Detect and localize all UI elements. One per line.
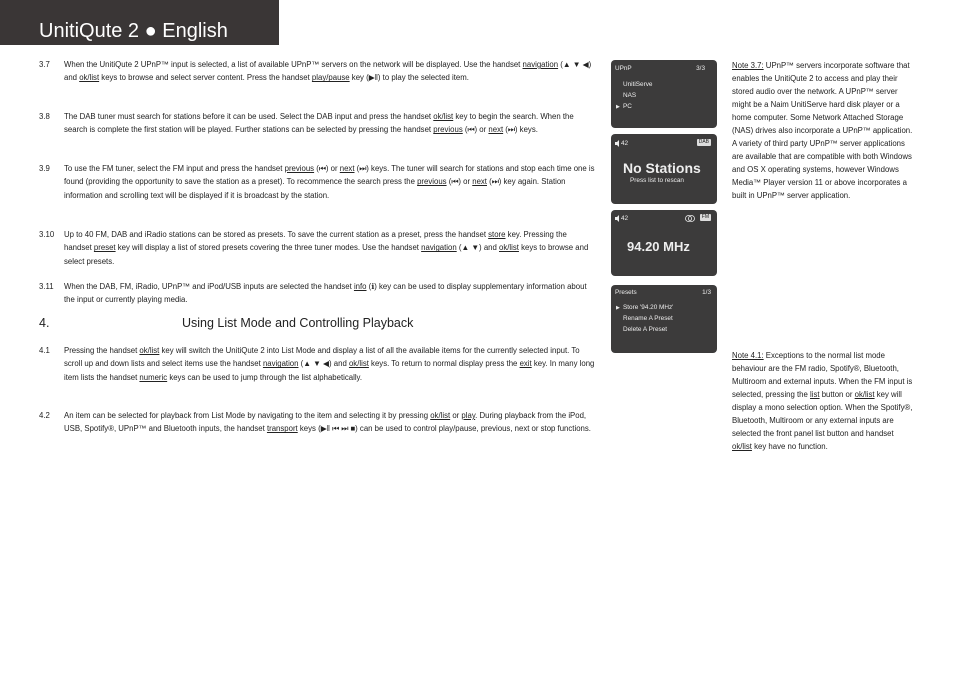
paragraph-body	[64, 110, 595, 137]
fm-frequency: 94.20 MHz	[627, 239, 690, 254]
page-title: UnitiQute 2 ● English	[39, 20, 228, 42]
key-name: ok/list	[499, 243, 519, 253]
paragraph-body	[64, 58, 595, 85]
text-run: keys to browse and select presets.	[64, 243, 589, 266]
section-title: Using List Mode and Controlling Playback	[182, 316, 414, 330]
key-name: ok/list	[348, 359, 369, 369]
key-name: ok/list	[854, 390, 875, 399]
text-run: key will display a list of stored presets covering the three tuner modes. Use the handset	[115, 243, 422, 253]
key-name: play	[461, 411, 476, 420]
key-name: previous	[417, 177, 447, 187]
text-run: key will switch the UnitiQute 2 into List Mode and display a list of all the available items for the currently selected input. To scroll up and down lists and select items use the handset	[64, 346, 580, 369]
volume-level: 42	[621, 215, 629, 222]
key-name: ok/list	[139, 346, 160, 355]
key-name: navigation	[522, 60, 559, 69]
key-name: previous	[433, 125, 463, 135]
paragraph-number: 3.10	[39, 230, 55, 239]
key-name: navigation	[421, 243, 457, 253]
paragraph-number: 4.2	[39, 411, 50, 420]
stereo-icon	[685, 215, 695, 225]
presets-screen-count: 1/3	[702, 289, 711, 296]
text-run: key. In many long item lists the handset	[64, 359, 595, 382]
paragraph-3-8	[39, 110, 595, 137]
text-run: key. Pressing the handset	[64, 230, 567, 253]
paragraph-body	[64, 344, 595, 384]
source-badge: DAB	[698, 139, 709, 145]
paragraph-body	[64, 409, 595, 436]
text-run: (▲ ▼ ◀) and	[64, 60, 592, 83]
key-name: ok/list	[430, 411, 451, 420]
text-run: When the UnitiQute 2 UPnP™ input is selected, a list of available UPnP™ servers on the network will be displayed. Use the handset	[64, 60, 523, 69]
paragraph-3-7	[39, 58, 595, 85]
key-name: ok/list	[79, 73, 100, 83]
key-name: transport	[266, 424, 298, 434]
key-name: exit	[519, 359, 532, 369]
paragraph-number: 3.8	[39, 112, 50, 121]
text-run: (▲ ▼) and	[456, 243, 499, 253]
text-run: Up to 40 FM, DAB and iRadio stations can be stored as presets. To save the current station as a preset, press the handset	[64, 230, 489, 239]
section-number: 4.	[39, 316, 50, 330]
text-run: keys to browse and select server content. Press the handset	[99, 73, 312, 83]
paragraph-4-1	[39, 344, 595, 384]
note-4-1	[732, 349, 914, 453]
key-name: numeric	[139, 372, 168, 382]
volume-level: 42	[621, 140, 629, 147]
text-run: button or	[819, 390, 855, 399]
text-run: Pressing the handset	[64, 346, 140, 355]
key-name: ok/list	[732, 442, 752, 451]
presets-screen	[611, 285, 717, 353]
text-run: or	[450, 411, 462, 420]
key-name: next	[488, 125, 504, 135]
text-run: keys (▶‖ ⏮ ⏭ ■) can be used to control play/pause, previous, next or stop functions.	[297, 424, 591, 434]
key-name: next	[339, 164, 355, 173]
text-run: (⏮) or	[462, 125, 489, 135]
upnp-screen	[611, 60, 717, 128]
text-run: To use the FM tuner, select the FM input and press the handset	[64, 164, 285, 173]
note-label: Note 3.7:	[732, 61, 764, 70]
paragraph-number: 3.11	[39, 282, 54, 291]
text-run: . During playback from the iPod, USB, Spotify®, UPnP™ and Bluetooth inputs, the handset	[64, 411, 587, 434]
paragraph-body	[64, 280, 595, 307]
text-run: (ℹ) key can be used to display supplementary information about the input or currently playing media.	[64, 282, 587, 305]
text-run: (⏭) keys. The tuner will search for stations and stop each time one is found (providing the opportunity to save the station as a preset). To recommence the search press the	[64, 164, 595, 187]
paragraph-4-2	[39, 409, 595, 436]
key-name: navigation	[262, 359, 299, 369]
note-label: Note 4.1:	[732, 351, 764, 360]
text-run: keys can be used to jump through the list alphabetically.	[167, 372, 363, 382]
selected-arrow-icon: ▶	[616, 104, 620, 110]
note-text: UPnP™ servers incorporate software that enables the UnitiQute 2 to access and play their stored audio over the network. A UPnP™ server might be a Naim UnitiServe hard disk player or a home computer. Some Network Attached Storage (NAS) drives also incorporate a UPnP™ application. A variety of third party UPnP™ server applications are available that are compatible with both Windows and OS X operating systems, however Windows Media™ Player version 11 or above incorporates a built in UPnP™ server application.	[732, 61, 913, 200]
text-run: key (▶‖) to play the selected item.	[349, 73, 469, 83]
text-run: key will display a mono selection option. When the Spotify®, Bluetooth, Multiroom or any external inputs are selected the front panel list button and handset	[732, 390, 913, 438]
presets-screen-title: Presets	[615, 289, 637, 296]
paragraph-body	[64, 162, 595, 202]
upnp-screen-count: 3/3	[696, 65, 705, 72]
dab-main-text: No Stations	[623, 160, 701, 176]
text-run: (⏮) or	[314, 164, 340, 173]
upnp-list-item: PC	[623, 103, 632, 110]
text-run: keys. To return to normal display press the	[368, 359, 520, 369]
paragraph-3-9	[39, 162, 595, 202]
paragraph-number: 3.9	[39, 164, 50, 173]
key-name: store	[488, 230, 506, 239]
upnp-screen-title: UPnP	[615, 65, 632, 72]
key-name: previous	[284, 164, 315, 173]
source-badge: FM	[701, 214, 709, 220]
text-run: An item can be selected for playback from List Mode by navigating to the item and selecting it by pressing	[64, 411, 431, 420]
paragraph-3-11	[39, 280, 595, 307]
preset-list-item: Rename A Preset	[623, 315, 673, 322]
text-run: (⏮) or	[446, 177, 473, 187]
text-run: The DAB tuner must search for stations before it can be used. Select the DAB input and press the handset	[64, 112, 434, 121]
note-text	[732, 351, 912, 451]
text-run: (⏭) key again. Station information and scrolling text will be displayed if it is broadcast by the station.	[64, 177, 566, 200]
preset-list-item: Delete A Preset	[623, 326, 668, 333]
paragraph-3-10	[39, 228, 595, 268]
upnp-list-item: NAS	[623, 92, 637, 99]
dab-sub-text: Press list to rescan	[630, 177, 684, 184]
key-name: play/pause	[311, 73, 350, 83]
note-3-7	[732, 59, 914, 202]
dab-screen	[611, 134, 717, 204]
text-run: Exceptions to the normal list mode behaviour are the FM radio, Spotify®, Bluetooth, Multiroom and external inputs. When the FM input is selected, pressing the	[732, 351, 913, 399]
text-run: (▲ ▼ ◀) and	[298, 359, 349, 369]
fm-screen	[611, 210, 717, 276]
paragraph-body	[64, 228, 595, 268]
text-run: key to begin the search. When the search is complete the first station will be played. Further stations can be selected by pressing the handset	[64, 112, 574, 135]
key-name: info	[353, 282, 367, 291]
text-run: key have no function.	[751, 442, 828, 451]
paragraph-number: 4.1	[39, 346, 50, 355]
upnp-list-item: UnitiServe	[623, 81, 653, 88]
text-run: When the DAB, FM, iRadio, UPnP™ and iPod/USB inputs are selected the handset	[64, 282, 354, 291]
paragraph-number: 3.7	[39, 60, 50, 69]
selected-arrow-icon: ▶	[616, 305, 620, 311]
key-name: list	[810, 390, 820, 399]
preset-list-item: Store '94.20 MHz'	[623, 304, 674, 311]
text-run: (⏭) keys.	[503, 125, 538, 135]
key-name: next	[472, 177, 487, 187]
key-name: preset	[93, 243, 116, 253]
key-name: ok/list	[433, 112, 454, 121]
